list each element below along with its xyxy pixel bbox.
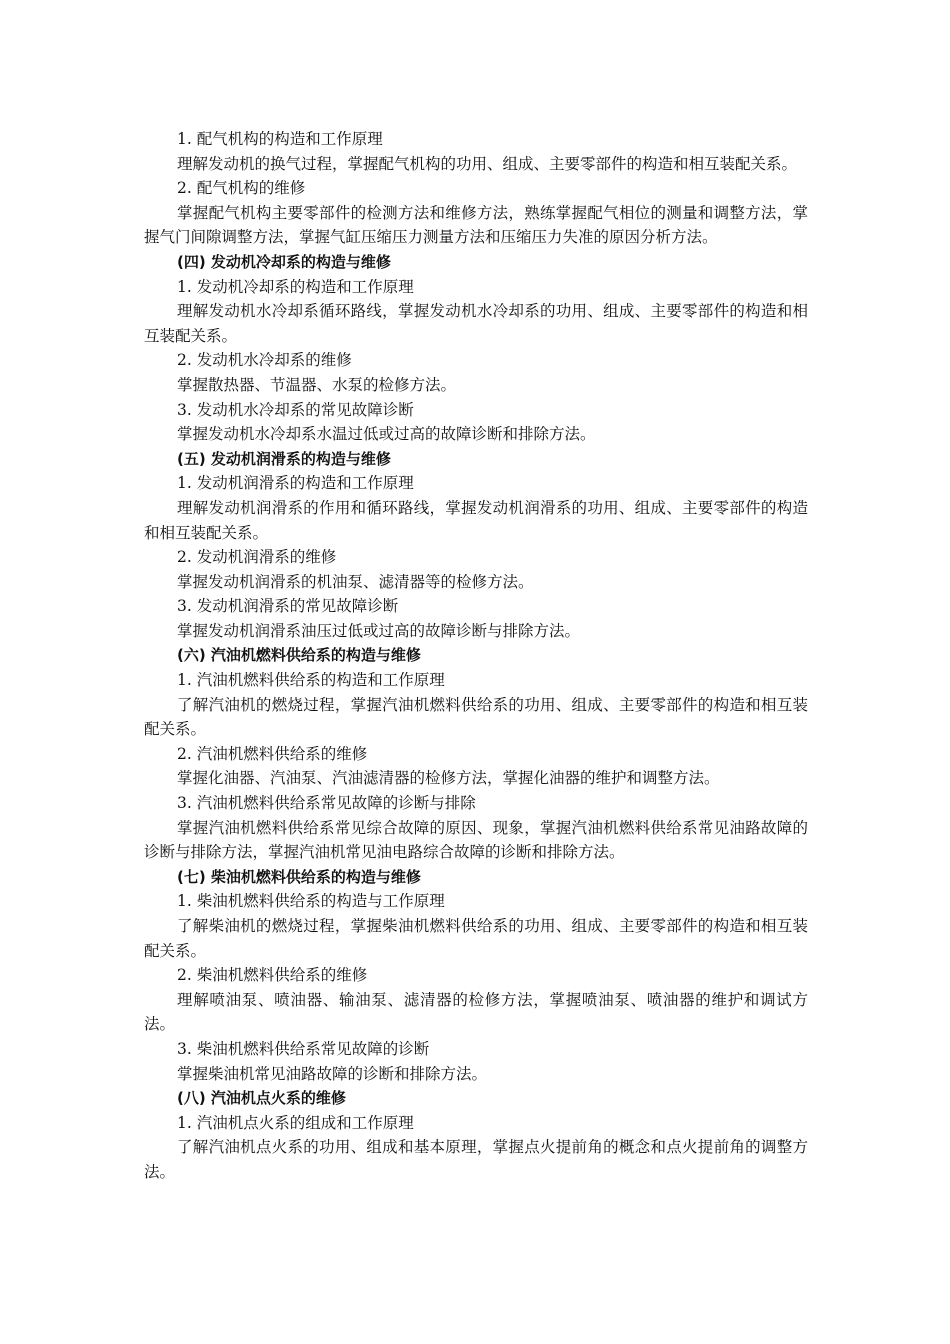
- subheading: 2. 柴油机燃料供给系的维修: [177, 966, 368, 985]
- body-paragraph: 了解汽油机的燃烧过程，掌握汽油机燃料供给系的功用、组成、主要零部件的构造和相互装配关系。: [144, 695, 808, 739]
- section-heading: (八) 汽油机点火系的维修: [177, 1089, 346, 1108]
- body-paragraph: 掌握配气机构主要零部件的检测方法和维修方法，熟练掌握配气相位的测量和调整方法，掌握气门间隙调整方法，掌握气缸压缩压力测量方法和压缩压力失准的原因分析方法。: [144, 203, 808, 247]
- subheading: 2. 发动机润滑系的维修: [177, 548, 337, 567]
- body-paragraph: 掌握化油器、汽油泵、汽油滤清器的检修方法，掌握化油器的维护和调整方法。: [177, 769, 720, 788]
- body-paragraph: 理解发动机的换气过程，掌握配气机构的功用、组成、主要零部件的构造和相互装配关系。: [177, 154, 798, 173]
- subheading: 3. 汽油机燃料供给系常见故障的诊断与排除: [177, 794, 476, 813]
- body-paragraph: 掌握柴油机常见油路故障的诊断和排除方法。: [177, 1064, 488, 1083]
- subheading: 1. 汽油机点火系的组成和工作原理: [177, 1113, 414, 1132]
- body-paragraph: 掌握发动机润滑系的机油泵、滤清器等的检修方法。: [177, 572, 534, 591]
- body-paragraph: 掌握汽油机燃料供给系常见综合故障的原因、现象，掌握汽油机燃料供给系常见油路故障的诊断与排除方法，掌握汽油机常见油电路综合故障的诊断和排除方法。: [144, 818, 808, 862]
- body-paragraph: 了解柴油机的燃烧过程，掌握柴油机燃料供给系的功用、组成、主要零部件的构造和相互装配关系。: [144, 917, 808, 960]
- body-paragraph: 了解汽油机点火系的功用、组成和基本原理，掌握点火提前角的概念和点火提前角的调整方法。: [144, 1138, 808, 1181]
- body-paragraph: 掌握发动机水冷却系水温过低或过高的故障诊断和排除方法。: [177, 425, 596, 444]
- section-heading: (五) 发动机润滑系的构造与维修: [177, 449, 391, 468]
- section-heading: (六) 汽油机燃料供给系的构造与维修: [177, 646, 421, 665]
- body-paragraph: 掌握散热器、节温器、水泵的检修方法。: [177, 375, 457, 394]
- subheading: 1. 汽油机燃料供给系的构造和工作原理: [177, 671, 445, 690]
- subheading: 1. 发动机冷却系的构造和工作原理: [177, 277, 414, 296]
- subheading: 2. 配气机构的维修: [177, 179, 306, 198]
- subheading: 1. 发动机润滑系的构造和工作原理: [177, 474, 414, 493]
- section-heading: (四) 发动机冷却系的构造与维修: [177, 252, 391, 271]
- section-heading: (七) 柴油机燃料供给系的构造与维修: [177, 867, 421, 886]
- subheading: 3. 发动机水冷却系的常见故障诊断: [177, 400, 414, 419]
- body-paragraph: 理解发动机润滑系的作用和循环路线，掌握发动机润滑系的功用、组成、主要零部件的构造和相互装配关系。: [144, 498, 808, 542]
- body-paragraph: 掌握发动机润滑系油压过低或过高的故障诊断与排除方法。: [177, 621, 581, 640]
- subheading: 1. 配气机构的构造和工作原理: [177, 130, 383, 148]
- subheading: 1. 柴油机燃料供给系的构造与工作原理: [177, 892, 445, 911]
- document-page: [144, 127, 808, 1185]
- body-paragraph: 理解喷油泵、喷油器、输油泵、滤清器的检修方法，掌握喷油泵、喷油器的维护和调试方法。: [144, 990, 808, 1034]
- subheading: 2. 汽油机燃料供给系的维修: [177, 744, 368, 763]
- subheading: 3. 发动机润滑系的常见故障诊断: [177, 597, 399, 616]
- subheading: 3. 柴油机燃料供给系常见故障的诊断: [177, 1039, 430, 1058]
- subheading: 2. 发动机水冷却系的维修: [177, 351, 352, 370]
- body-paragraph: 理解发动机水冷却系循环路线，掌握发动机水冷却系的功用、组成、主要零部件的构造和相互装配关系。: [144, 302, 808, 345]
